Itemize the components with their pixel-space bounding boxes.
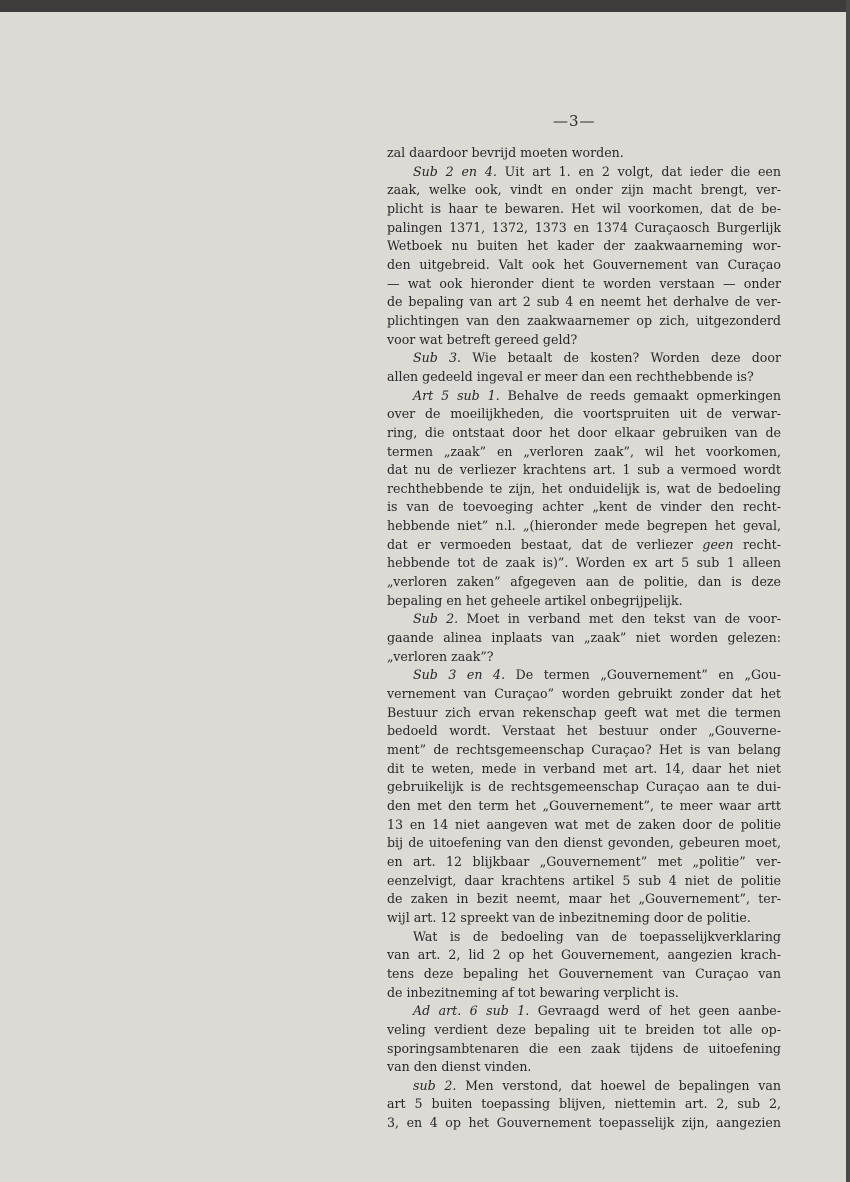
line-text: de bepaling van art 2 sub 4 en neemt het derhalve de ver- — [387, 294, 781, 310]
text-line — [387, 778, 781, 797]
line-text: allen gedeeld ingeval er meer dan een rechthebbende is? — [387, 368, 754, 384]
line-text: is van de toevoeging achter „kent de vinder den recht- — [387, 499, 781, 515]
section-heading: Art 5 sub 1. — [413, 387, 500, 403]
text-line — [387, 237, 781, 256]
line-text: den met den term het „Gouvernement”, te meer waar artt — [387, 797, 781, 813]
text-line — [387, 760, 781, 779]
line-text: plicht is haar te bewaren. Het wil voorkomen, dat de be- — [387, 200, 781, 216]
text-line — [387, 909, 781, 928]
text-line — [387, 517, 781, 536]
line-text: de zaken in bezit neemt, maar het „Gouvernement”, ter- — [387, 891, 781, 907]
line-text: vernement van Curaçao” worden gebruikt zonder dat het — [387, 686, 781, 702]
text-line — [387, 144, 781, 163]
line-text: — wat ook hieronder dient te worden verstaan — onder — [387, 275, 781, 291]
line-text: tens deze bepaling het Gouvernement van Curaçao van — [387, 965, 781, 981]
text-line — [387, 1095, 781, 1114]
text-line — [387, 610, 781, 629]
text-line — [387, 648, 781, 667]
line-text: 13 en 14 niet aangeven wat met de zaken door de politie — [387, 816, 781, 832]
text-line — [387, 181, 781, 200]
document-page — [0, 12, 846, 1182]
line-text: hebbende niet” n.l. „(hieronder mede begrepen het geval, — [387, 518, 781, 534]
text-line — [387, 946, 781, 965]
line-text: de inbezitneming af tot bewaring verplicht is. — [387, 984, 679, 1000]
text-line — [387, 704, 781, 723]
text-line — [387, 722, 781, 741]
text-line — [387, 424, 781, 443]
line-text: Wie betaalt de kosten? Worden deze door — [461, 350, 781, 366]
text-line — [387, 461, 781, 480]
text-line — [387, 200, 781, 219]
line-text: bedoeld wordt. Verstaat het bestuur onder „Gouverne- — [387, 723, 781, 739]
text-line — [387, 275, 781, 294]
line-text: Bestuur zich ervan rekenschap geeft wat met die termen — [387, 704, 781, 720]
line-text: ment” de rechtsgemeenschap Curaçao? Het is van belang — [387, 742, 781, 757]
text-line — [387, 554, 781, 573]
section-heading: Sub 2 en 4. — [413, 163, 497, 179]
line-text: „verloren zaken” afgegeven aan de politie, dan is deze — [387, 574, 781, 590]
text-line — [387, 741, 781, 760]
line-text: art 5 buiten toepassing blijven, niettemin art. 2, sub 2, — [387, 1096, 781, 1112]
line-text: 3, en 4 op het Gouvernement toepasselijk zijn, aangezien — [387, 1115, 781, 1131]
line-text: wijl art. 12 spreekt van de inbezitneming door de politie. — [387, 909, 751, 925]
section-heading: Sub 2. — [413, 611, 459, 627]
line-text: hebbende tot de zaak is)”. Worden ex art 5 sub 1 alleen — [387, 555, 781, 571]
line-text: rechthebbende te zijn, het onduidelijk is, wat de bedoeling — [387, 480, 781, 496]
text-line — [387, 797, 781, 816]
line-text: den uitgebreid. Valt ook het Gouvernement van Curaçao — [387, 256, 781, 272]
text-line — [387, 1002, 781, 1021]
line-text: Uit art 1. en 2 volgt, dat ieder die een — [496, 163, 781, 179]
text-line — [387, 163, 781, 182]
line-text: van art. 2, lid 2 op het Gouvernement, aangezien krach- — [387, 947, 781, 963]
body-text — [387, 144, 781, 1133]
line-text: zal daardoor bevrijd moeten worden. — [387, 145, 624, 160]
line-text: en art. 12 blijkbaar „Gouvernement” met „politie” ver- — [387, 853, 781, 869]
text-line — [387, 387, 781, 406]
top-scan-border — [0, 0, 850, 12]
line-text: palingen 1371, 1372, 1373 en 1374 Curaçaosch Burgerlijk — [387, 219, 781, 235]
text-line — [387, 312, 781, 331]
line-text: „verloren zaak”? — [387, 648, 494, 664]
line-text: gebruikelijk is de rechtsgemeenschap Curaçao aan te dui- — [387, 779, 781, 795]
text-line — [387, 834, 781, 853]
text-line — [387, 816, 781, 835]
section-heading: Sub 3. — [413, 350, 462, 366]
text-line — [387, 349, 781, 368]
line-text: over de moeilijkheden, die voortspruiten uit de verwar- — [387, 406, 781, 422]
text-line — [387, 890, 781, 909]
text-line — [387, 872, 781, 891]
text-line — [387, 219, 781, 238]
line-text: van den dienst vinden. — [387, 1059, 532, 1075]
text-line — [387, 573, 781, 592]
text-line — [387, 405, 781, 424]
line-text: Men verstond, dat hoewel de bepalingen van — [456, 1077, 782, 1093]
section-heading: sub 2. — [413, 1077, 457, 1093]
line-text: voor wat betreft gereed geld? — [387, 331, 578, 347]
line-text: Wetboek nu buiten het kader der zaakwaarneming wor- — [387, 238, 781, 254]
text-line — [387, 293, 781, 312]
text-line — [387, 685, 781, 704]
text-line — [387, 331, 781, 350]
section-heading: Sub 3 en 4. — [413, 667, 506, 683]
right-scan-border — [846, 0, 850, 1182]
line-text: dat er vermoeden bestaat, dat de verliezer — [387, 536, 703, 552]
line-text: bepaling en het geheele artikel onbegrijpelijk. — [387, 592, 683, 608]
line-text: recht- — [733, 536, 781, 552]
line-text: zaak, welke ook, vindt en onder zijn macht brengt, ver- — [387, 182, 781, 198]
line-text: dit te weten, mede in verband met art. 14, daar het niet — [387, 760, 781, 776]
text-line — [387, 256, 781, 275]
text-line — [387, 853, 781, 872]
text-line — [387, 629, 781, 648]
text-line — [387, 1040, 781, 1059]
line-text: Wat is de bedoeling van de toepasselijkverklaring — [413, 928, 781, 944]
text-line — [387, 368, 781, 387]
text-line — [387, 666, 781, 685]
line-text: Gevraagd werd of het geen aanbe- — [529, 1003, 781, 1019]
line-text: eenzelvigt, daar krachtens artikel 5 sub 4 niet de politie — [387, 872, 781, 888]
text-line — [387, 536, 781, 555]
text-line — [387, 592, 781, 611]
text-line — [387, 928, 781, 947]
text-line — [387, 443, 781, 462]
line-text: ring, die ontstaat door het door elkaar gebruiken van de — [387, 424, 781, 440]
line-text: veling verdient deze bepaling uit te breiden tot alle op- — [387, 1021, 781, 1037]
text-line — [387, 984, 781, 1003]
text-line — [387, 498, 781, 517]
line-text: Moet in verband met den tekst van de voor- — [458, 611, 781, 627]
text-line — [387, 1058, 781, 1077]
text-line — [387, 1077, 781, 1096]
line-text: plichtingen van den zaakwaarnemer op zich, uitgezonderd — [387, 312, 781, 328]
text-line — [387, 480, 781, 499]
line-text: termen „zaak” en „verloren zaak”, wil het voorkomen, — [387, 443, 781, 459]
line-text: dat nu de verliezer krachtens art. 1 sub a vermoed wordt — [387, 462, 781, 478]
line-text: bij de uitoefening van den dienst gevonden, gebeuren moet, — [387, 835, 781, 851]
emphasis-text: geen — [702, 536, 734, 552]
text-line — [387, 1021, 781, 1040]
section-heading: Ad art. 6 sub 1. — [413, 1003, 530, 1019]
page-number: —3— — [553, 112, 596, 130]
text-line — [387, 1114, 781, 1133]
line-text: gaande alinea inplaats van „zaak” niet worden gelezen: — [387, 630, 781, 646]
text-line — [387, 965, 781, 984]
line-text: sporingsambtenaren die een zaak tijdens de uitoefening — [387, 1040, 781, 1056]
line-text: Behalve de reeds gemaakt opmerkingen — [499, 387, 781, 403]
line-text: De termen „Gouvernement” en „Gou- — [505, 667, 781, 683]
